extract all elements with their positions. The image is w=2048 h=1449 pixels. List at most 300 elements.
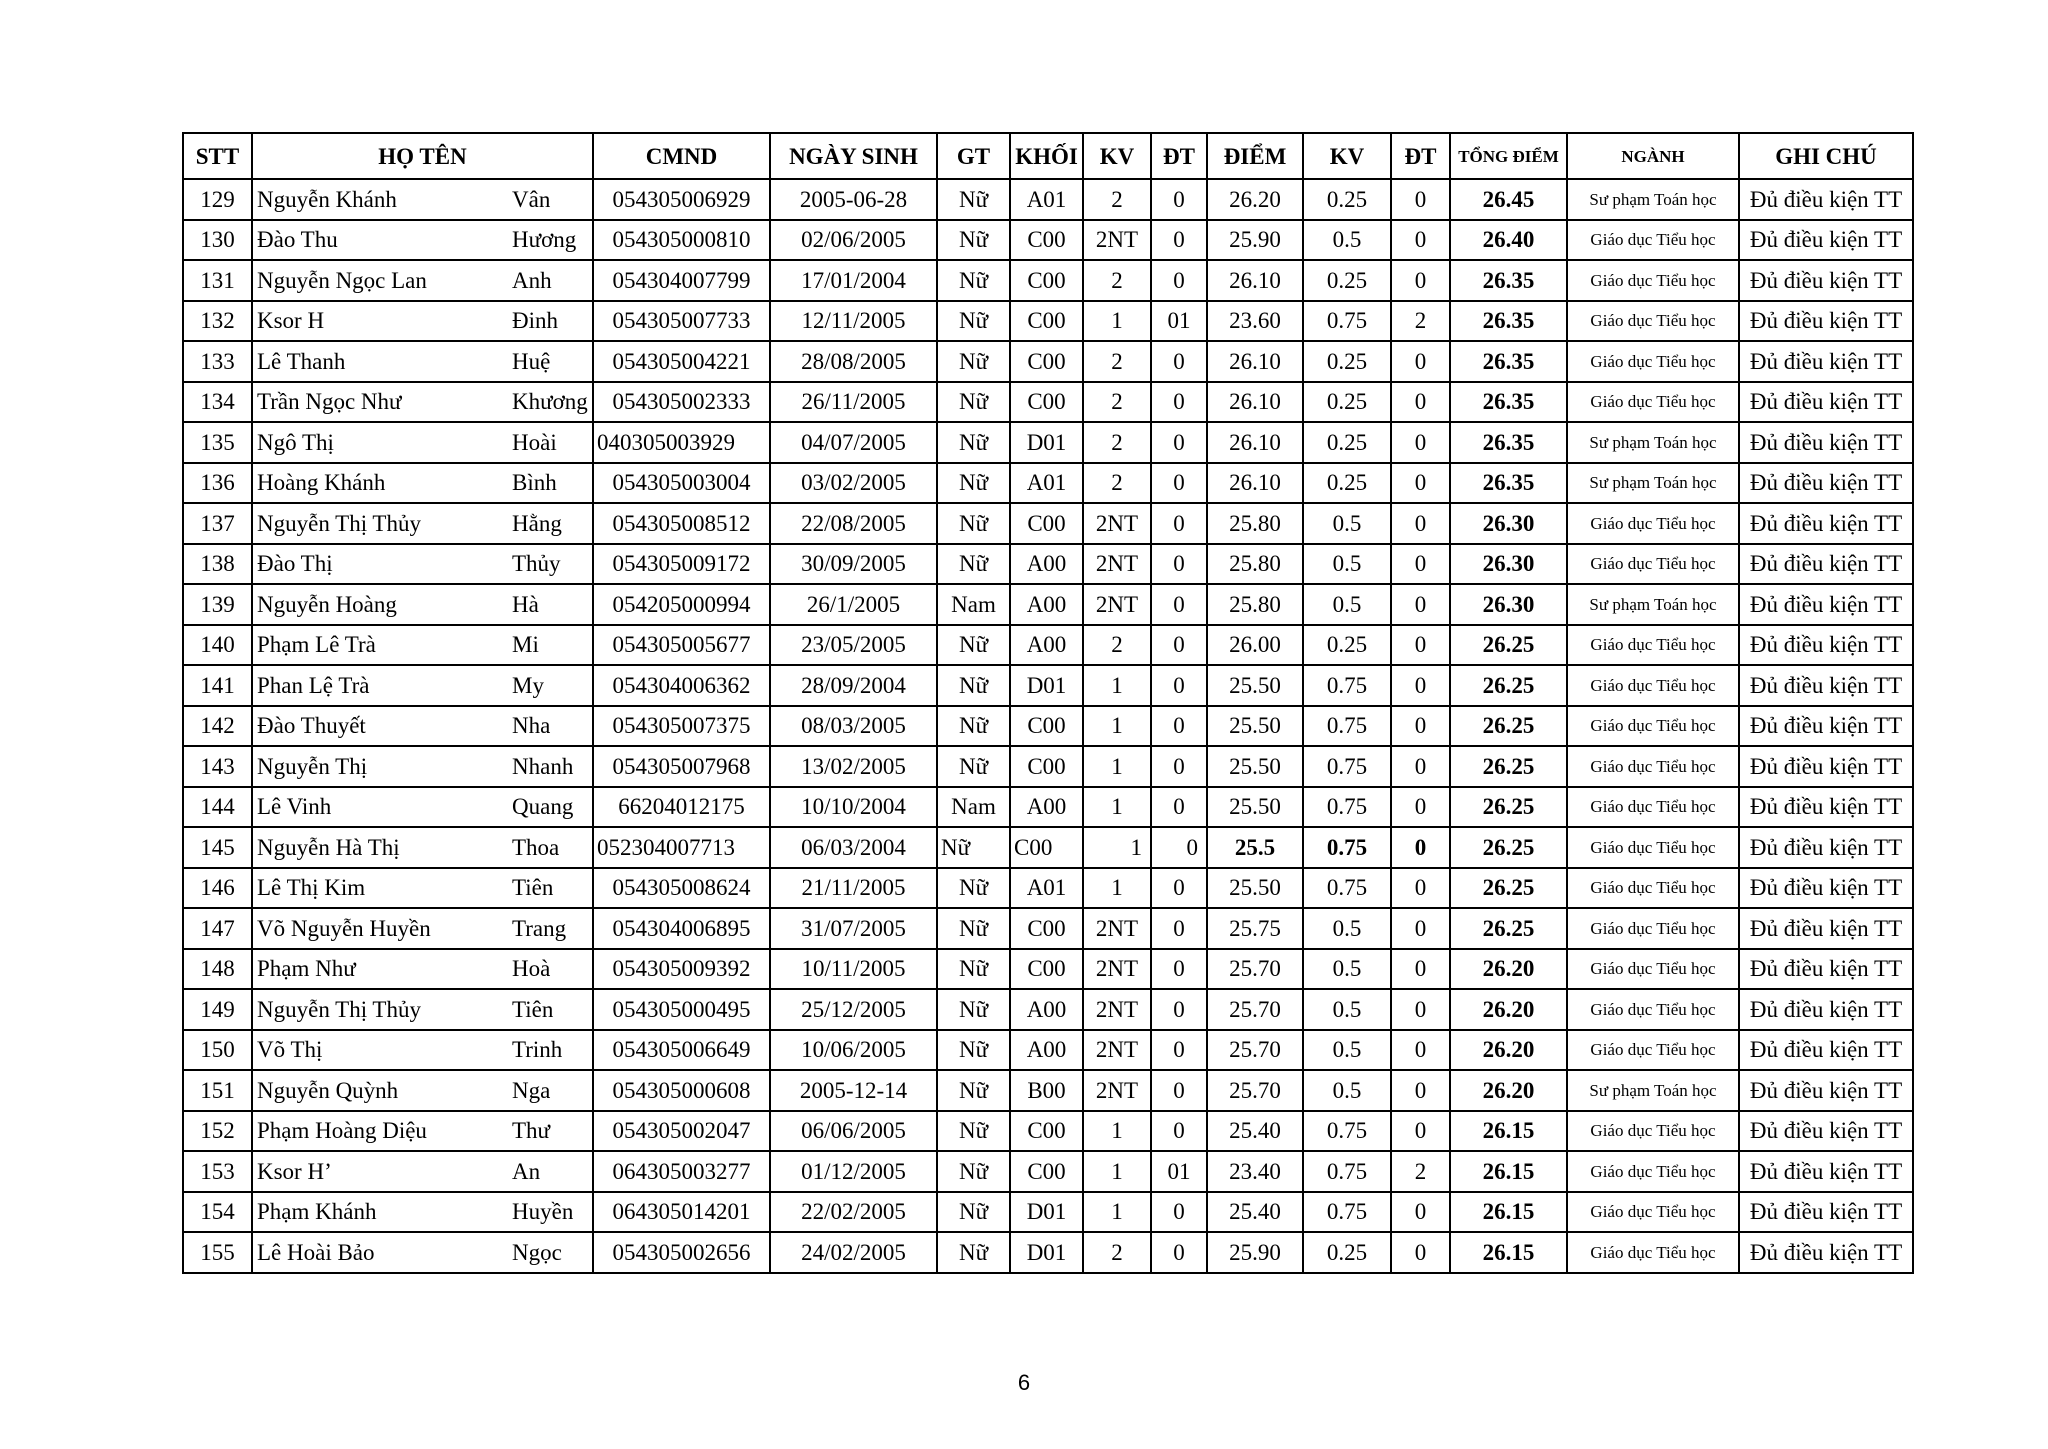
subject-group-cell: D01	[1010, 1232, 1083, 1273]
priority-bonus-cell: 2	[1391, 1151, 1450, 1192]
region-cell: 1	[1083, 665, 1151, 706]
birth-date-cell: 25/12/2005	[770, 989, 937, 1030]
page-number: 6	[1017, 1370, 1031, 1395]
major-cell: Sư phạm Toán học	[1567, 463, 1739, 504]
total-score-cell: 26.25	[1450, 827, 1567, 868]
stt-cell: 150	[183, 1030, 252, 1071]
id-number-cell: 064305014201	[593, 1192, 770, 1233]
stt-cell: 145	[183, 827, 252, 868]
birth-date-cell: 12/11/2005	[770, 301, 937, 342]
birth-date-cell: 17/01/2004	[770, 260, 937, 301]
last-middle-name-cell: Võ Thị	[252, 1030, 506, 1071]
score-cell: 25.5	[1207, 827, 1303, 868]
note-cell: Đủ điều kiện TT	[1739, 625, 1913, 666]
score-cell: 26.10	[1207, 260, 1303, 301]
header-dt: ĐT	[1151, 133, 1207, 179]
note-cell: Đủ điều kiện TT	[1739, 503, 1913, 544]
given-name-cell: Khương	[506, 382, 593, 423]
gender-cell: Nữ	[937, 260, 1010, 301]
last-middle-name-cell: Ngô Thị	[252, 422, 506, 463]
priority-bonus-cell: 0	[1391, 949, 1450, 990]
table-row	[183, 1232, 1913, 1273]
id-number-cell: 054305006929	[593, 179, 770, 220]
given-name-cell: Bình	[506, 463, 593, 504]
subject-group-cell: A00	[1010, 584, 1083, 625]
total-score-cell: 26.35	[1450, 463, 1567, 504]
note-cell: Đủ điều kiện TT	[1739, 827, 1913, 868]
note-cell: Đủ điều kiện TT	[1739, 908, 1913, 949]
subject-group-cell: C00	[1010, 503, 1083, 544]
major-cell: Giáo dục Tiểu học	[1567, 706, 1739, 747]
birth-date-cell: 2005-06-28	[770, 179, 937, 220]
priority-bonus-cell: 0	[1391, 503, 1450, 544]
gender-cell: Nữ	[937, 463, 1010, 504]
priority-bonus-cell: 0	[1391, 220, 1450, 261]
score-cell: 25.40	[1207, 1192, 1303, 1233]
total-score-cell: 26.20	[1450, 1030, 1567, 1071]
id-number-cell: 054305008512	[593, 503, 770, 544]
header-khoi: KHỐI	[1010, 133, 1083, 179]
region-cell: 2NT	[1083, 1070, 1151, 1111]
given-name-cell: Anh	[506, 260, 593, 301]
region-bonus-cell: 0.75	[1303, 706, 1391, 747]
region-bonus-cell: 0.5	[1303, 1070, 1391, 1111]
birth-date-cell: 10/11/2005	[770, 949, 937, 990]
region-bonus-cell: 0.5	[1303, 1030, 1391, 1071]
priority-bonus-cell: 0	[1391, 827, 1450, 868]
stt-cell: 133	[183, 341, 252, 382]
note-cell: Đủ điều kiện TT	[1739, 868, 1913, 909]
subject-group-cell: A00	[1010, 1030, 1083, 1071]
table-row	[183, 584, 1913, 625]
note-cell: Đủ điều kiện TT	[1739, 422, 1913, 463]
region-cell: 2	[1083, 179, 1151, 220]
gender-cell: Nữ	[937, 503, 1010, 544]
major-cell: Giáo dục Tiểu học	[1567, 1030, 1739, 1071]
major-cell: Giáo dục Tiểu học	[1567, 787, 1739, 828]
last-middle-name-cell: Nguyễn Hà Thị	[252, 827, 506, 868]
total-score-cell: 26.25	[1450, 625, 1567, 666]
score-cell: 25.50	[1207, 746, 1303, 787]
table-row	[183, 1111, 1913, 1152]
birth-date-cell: 21/11/2005	[770, 868, 937, 909]
priority-group-cell: 0	[1151, 665, 1207, 706]
last-middle-name-cell: Hoàng Khánh	[252, 463, 506, 504]
gender-cell: Nữ	[937, 665, 1010, 706]
last-middle-name-cell: Lê Thị Kim	[252, 868, 506, 909]
table-row	[183, 827, 1913, 868]
birth-date-cell: 01/12/2005	[770, 1151, 937, 1192]
given-name-cell: Hương	[506, 220, 593, 261]
stt-cell: 129	[183, 179, 252, 220]
priority-bonus-cell: 0	[1391, 1070, 1450, 1111]
gender-cell: Nữ	[937, 1070, 1010, 1111]
birth-date-cell: 06/06/2005	[770, 1111, 937, 1152]
stt-cell: 137	[183, 503, 252, 544]
region-bonus-cell: 0.5	[1303, 220, 1391, 261]
priority-bonus-cell: 0	[1391, 868, 1450, 909]
header-tong-diem: TỔNG ĐIỂM	[1450, 133, 1567, 179]
given-name-cell: Thư	[506, 1111, 593, 1152]
stt-cell: 136	[183, 463, 252, 504]
score-cell: 26.20	[1207, 179, 1303, 220]
given-name-cell: Trang	[506, 908, 593, 949]
score-cell: 23.40	[1207, 1151, 1303, 1192]
note-cell: Đủ điều kiện TT	[1739, 1232, 1913, 1273]
note-cell: Đủ điều kiện TT	[1739, 584, 1913, 625]
last-middle-name-cell: Đào Thu	[252, 220, 506, 261]
region-bonus-cell: 0.75	[1303, 1151, 1391, 1192]
stt-cell: 146	[183, 868, 252, 909]
table-row	[183, 908, 1913, 949]
birth-date-cell: 30/09/2005	[770, 544, 937, 585]
id-number-cell: 054205000994	[593, 584, 770, 625]
last-middle-name-cell: Phạm Hoàng Diệu	[252, 1111, 506, 1152]
stt-cell: 144	[183, 787, 252, 828]
priority-bonus-cell: 2	[1391, 301, 1450, 342]
score-cell: 26.10	[1207, 463, 1303, 504]
region-bonus-cell: 0.25	[1303, 463, 1391, 504]
stt-cell: 154	[183, 1192, 252, 1233]
given-name-cell: Nha	[506, 706, 593, 747]
region-cell: 2NT	[1083, 220, 1151, 261]
header-gt: GT	[937, 133, 1010, 179]
header-ghi-chu: GHI CHÚ	[1739, 133, 1913, 179]
last-middle-name-cell: Phạm Khánh	[252, 1192, 506, 1233]
total-score-cell: 26.15	[1450, 1192, 1567, 1233]
table-row	[183, 503, 1913, 544]
priority-group-cell: 0	[1151, 1192, 1207, 1233]
header-diem: ĐIỂM	[1207, 133, 1303, 179]
gender-cell: Nữ	[937, 949, 1010, 990]
given-name-cell: Huyền	[506, 1192, 593, 1233]
birth-date-cell: 22/02/2005	[770, 1192, 937, 1233]
stt-cell: 131	[183, 260, 252, 301]
last-middle-name-cell: Ksor H	[252, 301, 506, 342]
priority-group-cell: 0	[1151, 220, 1207, 261]
priority-group-cell: 0	[1151, 584, 1207, 625]
major-cell: Giáo dục Tiểu học	[1567, 544, 1739, 585]
stt-cell: 140	[183, 625, 252, 666]
last-middle-name-cell: Lê Hoài Bảo	[252, 1232, 506, 1273]
major-cell: Giáo dục Tiểu học	[1567, 908, 1739, 949]
birth-date-cell: 23/05/2005	[770, 625, 937, 666]
total-score-cell: 26.35	[1450, 382, 1567, 423]
table-row	[183, 422, 1913, 463]
gender-cell: Nữ	[937, 382, 1010, 423]
gender-cell: Nữ	[937, 706, 1010, 747]
table-row	[183, 382, 1913, 423]
subject-group-cell: D01	[1010, 665, 1083, 706]
score-cell: 26.00	[1207, 625, 1303, 666]
priority-bonus-cell: 0	[1391, 787, 1450, 828]
stt-cell: 151	[183, 1070, 252, 1111]
region-cell: 1	[1083, 1151, 1151, 1192]
priority-bonus-cell: 0	[1391, 341, 1450, 382]
subject-group-cell: A01	[1010, 463, 1083, 504]
subject-group-cell: C00	[1010, 706, 1083, 747]
score-cell: 23.60	[1207, 301, 1303, 342]
major-cell: Giáo dục Tiểu học	[1567, 220, 1739, 261]
priority-bonus-cell: 0	[1391, 1232, 1450, 1273]
note-cell: Đủ điều kiện TT	[1739, 706, 1913, 747]
priority-bonus-cell: 0	[1391, 463, 1450, 504]
note-cell: Đủ điều kiện TT	[1739, 746, 1913, 787]
note-cell: Đủ điều kiện TT	[1739, 179, 1913, 220]
major-cell: Giáo dục Tiểu học	[1567, 382, 1739, 423]
last-middle-name-cell: Trần Ngọc Như	[252, 382, 506, 423]
id-number-cell: 054305000608	[593, 1070, 770, 1111]
major-cell: Sư phạm Toán học	[1567, 422, 1739, 463]
subject-group-cell: C00	[1010, 1151, 1083, 1192]
gender-cell: Nữ	[937, 746, 1010, 787]
stt-cell: 155	[183, 1232, 252, 1273]
region-cell: 2NT	[1083, 989, 1151, 1030]
score-cell: 25.50	[1207, 868, 1303, 909]
region-bonus-cell: 0.75	[1303, 1111, 1391, 1152]
given-name-cell: My	[506, 665, 593, 706]
region-bonus-cell: 0.75	[1303, 868, 1391, 909]
priority-group-cell: 01	[1151, 1151, 1207, 1192]
birth-date-cell: 10/06/2005	[770, 1030, 937, 1071]
region-cell: 2NT	[1083, 1030, 1151, 1071]
header-kv: KV	[1083, 133, 1151, 179]
score-cell: 26.10	[1207, 341, 1303, 382]
subject-group-cell: A00	[1010, 787, 1083, 828]
stt-cell: 134	[183, 382, 252, 423]
priority-group-cell: 0	[1151, 382, 1207, 423]
table-row	[183, 179, 1913, 220]
note-cell: Đủ điều kiện TT	[1739, 665, 1913, 706]
score-cell: 25.90	[1207, 1232, 1303, 1273]
priority-group-cell: 0	[1151, 1232, 1207, 1273]
given-name-cell: Huệ	[506, 341, 593, 382]
given-name-cell: Tiên	[506, 868, 593, 909]
note-cell: Đủ điều kiện TT	[1739, 787, 1913, 828]
region-bonus-cell: 0.5	[1303, 584, 1391, 625]
birth-date-cell: 24/02/2005	[770, 1232, 937, 1273]
stt-cell: 147	[183, 908, 252, 949]
given-name-cell: Trinh	[506, 1030, 593, 1071]
given-name-cell: Đinh	[506, 301, 593, 342]
table-row	[183, 301, 1913, 342]
score-cell: 25.70	[1207, 1070, 1303, 1111]
note-cell: Đủ điều kiện TT	[1739, 1030, 1913, 1071]
total-score-cell: 26.35	[1450, 301, 1567, 342]
last-middle-name-cell: Phan Lệ Trà	[252, 665, 506, 706]
region-bonus-cell: 0.5	[1303, 908, 1391, 949]
priority-group-cell: 0	[1151, 868, 1207, 909]
id-number-cell: 054304006895	[593, 908, 770, 949]
score-cell: 25.70	[1207, 1030, 1303, 1071]
score-cell: 26.10	[1207, 422, 1303, 463]
given-name-cell: An	[506, 1151, 593, 1192]
given-name-cell: Quang	[506, 787, 593, 828]
stt-cell: 135	[183, 422, 252, 463]
id-number-cell: 054305008624	[593, 868, 770, 909]
table-row	[183, 1151, 1913, 1192]
priority-bonus-cell: 0	[1391, 1111, 1450, 1152]
id-number-cell: 052304007713	[593, 827, 770, 868]
last-middle-name-cell: Nguyễn Quỳnh	[252, 1070, 506, 1111]
last-middle-name-cell: Nguyễn Thị Thủy	[252, 503, 506, 544]
region-cell: 2NT	[1083, 949, 1151, 990]
total-score-cell: 26.25	[1450, 746, 1567, 787]
note-cell: Đủ điều kiện TT	[1739, 544, 1913, 585]
score-cell: 25.80	[1207, 503, 1303, 544]
region-cell: 1	[1083, 787, 1151, 828]
major-cell: Giáo dục Tiểu học	[1567, 949, 1739, 990]
score-cell: 25.50	[1207, 787, 1303, 828]
total-score-cell: 26.30	[1450, 544, 1567, 585]
last-middle-name-cell: Lê Thanh	[252, 341, 506, 382]
priority-group-cell: 0	[1151, 1111, 1207, 1152]
priority-group-cell: 0	[1151, 179, 1207, 220]
birth-date-cell: 10/10/2004	[770, 787, 937, 828]
major-cell: Giáo dục Tiểu học	[1567, 827, 1739, 868]
subject-group-cell: B00	[1010, 1070, 1083, 1111]
gender-cell: Nữ	[937, 908, 1010, 949]
priority-group-cell: 0	[1151, 463, 1207, 504]
subject-group-cell: C00	[1010, 220, 1083, 261]
priority-group-cell: 0	[1151, 422, 1207, 463]
priority-group-cell: 0	[1151, 827, 1207, 868]
total-score-cell: 26.25	[1450, 908, 1567, 949]
subject-group-cell: C00	[1010, 260, 1083, 301]
major-cell: Giáo dục Tiểu học	[1567, 989, 1739, 1030]
total-score-cell: 26.15	[1450, 1111, 1567, 1152]
id-number-cell: 054305009392	[593, 949, 770, 990]
priority-bonus-cell: 0	[1391, 625, 1450, 666]
birth-date-cell: 02/06/2005	[770, 220, 937, 261]
note-cell: Đủ điều kiện TT	[1739, 341, 1913, 382]
major-cell: Giáo dục Tiểu học	[1567, 260, 1739, 301]
region-cell: 2NT	[1083, 503, 1151, 544]
priority-group-cell: 0	[1151, 787, 1207, 828]
given-name-cell: Hoà	[506, 949, 593, 990]
region-cell: 2	[1083, 260, 1151, 301]
subject-group-cell: C00	[1010, 908, 1083, 949]
stt-cell: 152	[183, 1111, 252, 1152]
major-cell: Giáo dục Tiểu học	[1567, 625, 1739, 666]
region-bonus-cell: 0.5	[1303, 989, 1391, 1030]
priority-bonus-cell: 0	[1391, 1030, 1450, 1071]
region-cell: 2	[1083, 1232, 1151, 1273]
major-cell: Giáo dục Tiểu học	[1567, 1151, 1739, 1192]
id-number-cell: 054305006649	[593, 1030, 770, 1071]
score-cell: 25.50	[1207, 706, 1303, 747]
gender-cell: Nữ	[937, 179, 1010, 220]
total-score-cell: 26.25	[1450, 868, 1567, 909]
region-cell: 2	[1083, 625, 1151, 666]
table-row	[183, 544, 1913, 585]
major-cell: Sư phạm Toán học	[1567, 1070, 1739, 1111]
priority-group-cell: 0	[1151, 908, 1207, 949]
header-ngay-sinh: NGÀY SINH	[770, 133, 937, 179]
major-cell: Giáo dục Tiểu học	[1567, 746, 1739, 787]
gender-cell: Nữ	[937, 220, 1010, 261]
birth-date-cell: 2005-12-14	[770, 1070, 937, 1111]
subject-group-cell: C00	[1010, 301, 1083, 342]
id-number-cell: 054305002656	[593, 1232, 770, 1273]
region-bonus-cell: 0.5	[1303, 503, 1391, 544]
last-middle-name-cell: Đào Thị	[252, 544, 506, 585]
region-bonus-cell: 0.75	[1303, 787, 1391, 828]
note-cell: Đủ điều kiện TT	[1739, 382, 1913, 423]
subject-group-cell: A00	[1010, 989, 1083, 1030]
region-cell: 2	[1083, 422, 1151, 463]
priority-bonus-cell: 0	[1391, 908, 1450, 949]
gender-cell: Nữ	[937, 341, 1010, 382]
last-middle-name-cell: Đào Thuyết	[252, 706, 506, 747]
note-cell: Đủ điều kiện TT	[1739, 1111, 1913, 1152]
region-bonus-cell: 0.75	[1303, 665, 1391, 706]
note-cell: Đủ điều kiện TT	[1739, 1070, 1913, 1111]
region-cell: 2	[1083, 341, 1151, 382]
total-score-cell: 26.35	[1450, 260, 1567, 301]
region-bonus-cell: 0.75	[1303, 301, 1391, 342]
priority-bonus-cell: 0	[1391, 665, 1450, 706]
last-middle-name-cell: Ksor H’	[252, 1151, 506, 1192]
priority-group-cell: 01	[1151, 301, 1207, 342]
stt-cell: 143	[183, 746, 252, 787]
table-row	[183, 706, 1913, 747]
given-name-cell: Mi	[506, 625, 593, 666]
header-cmnd: CMND	[593, 133, 770, 179]
gender-cell: Nữ	[937, 1192, 1010, 1233]
gender-cell: Nữ	[937, 1232, 1010, 1273]
region-bonus-cell: 0.75	[1303, 827, 1391, 868]
major-cell: Giáo dục Tiểu học	[1567, 665, 1739, 706]
total-score-cell: 26.30	[1450, 584, 1567, 625]
note-cell: Đủ điều kiện TT	[1739, 949, 1913, 990]
region-bonus-cell: 0.25	[1303, 1232, 1391, 1273]
score-cell: 25.90	[1207, 220, 1303, 261]
gender-cell: Nữ	[937, 1030, 1010, 1071]
given-name-cell: Ngọc	[506, 1232, 593, 1273]
priority-bonus-cell: 0	[1391, 382, 1450, 423]
last-middle-name-cell: Nguyễn Khánh	[252, 179, 506, 220]
last-middle-name-cell: Võ Nguyễn Huyền	[252, 908, 506, 949]
header-stt: STT	[183, 133, 252, 179]
table-body	[183, 179, 1913, 1273]
gender-cell: Nam	[937, 787, 1010, 828]
score-cell: 25.40	[1207, 1111, 1303, 1152]
stt-cell: 132	[183, 301, 252, 342]
region-bonus-cell: 0.25	[1303, 625, 1391, 666]
subject-group-cell: C00	[1010, 746, 1083, 787]
note-cell: Đủ điều kiện TT	[1739, 220, 1913, 261]
priority-group-cell: 0	[1151, 949, 1207, 990]
last-middle-name-cell: Lê Vinh	[252, 787, 506, 828]
region-cell: 2	[1083, 463, 1151, 504]
header-kv-bonus: KV	[1303, 133, 1391, 179]
gender-cell: Nữ	[937, 827, 1010, 868]
table-row	[183, 463, 1913, 504]
id-number-cell: 054305007733	[593, 301, 770, 342]
score-cell: 25.80	[1207, 544, 1303, 585]
region-cell: 1	[1083, 1111, 1151, 1152]
given-name-cell: Thoa	[506, 827, 593, 868]
subject-group-cell: A01	[1010, 868, 1083, 909]
table-row	[183, 868, 1913, 909]
birth-date-cell: 28/09/2004	[770, 665, 937, 706]
id-number-cell: 040305003929	[593, 422, 770, 463]
major-cell: Giáo dục Tiểu học	[1567, 1192, 1739, 1233]
birth-date-cell: 28/08/2005	[770, 341, 937, 382]
subject-group-cell: C00	[1010, 1111, 1083, 1152]
score-cell: 26.10	[1207, 382, 1303, 423]
